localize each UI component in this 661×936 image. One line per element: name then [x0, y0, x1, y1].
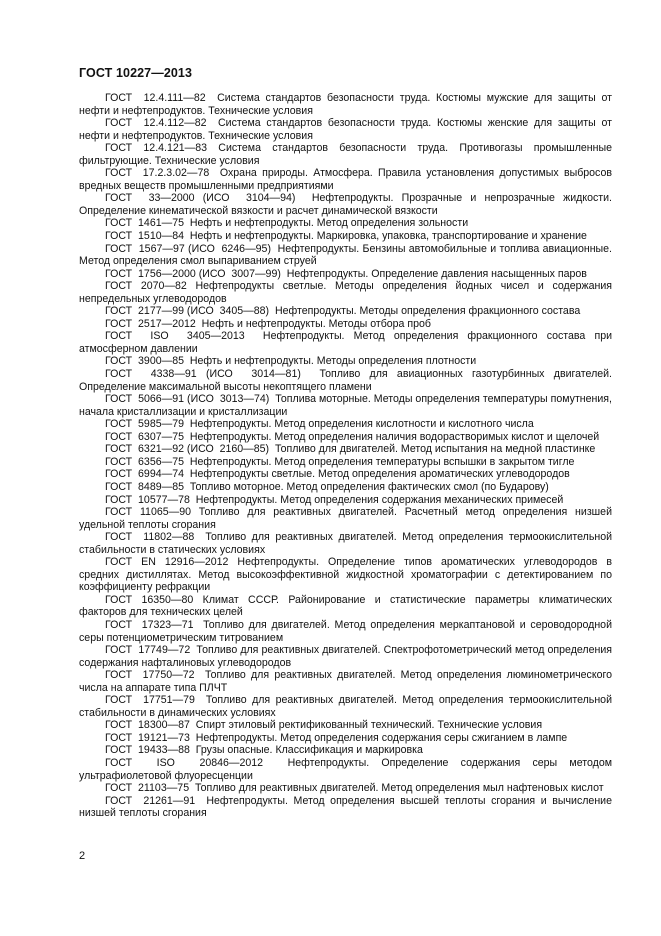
- reference-entry: ГОСТ 12.4.112—82 Система стандартов безопасности труда. Костюмы женские для защиты от нефти и нефтепродуктов. Технические условия: [79, 117, 615, 142]
- reference-entry: ГОСТ EN 12916—2012 Нефтепродукты. Определение типов ароматических углеводородов в средних дистиллятах. Метод высокоэффективной жидкостной хроматографии с детектированием по коэффициенту рефракции: [79, 556, 615, 594]
- reference-entry: ГОСТ 12.4.121—83 Система стандартов безопасности труда. Противогазы промышленные фильтрующие. Технические условия: [79, 142, 615, 167]
- reference-entry: ГОСТ 8489—85 Топливо моторное. Метод определения фактических смол (по Бударову): [105, 480, 549, 493]
- reference-entry: ГОСТ 2070—82 Нефтепродукты светлые. Методы определения йодных чисел и содержания непредельных углеводородов: [79, 280, 615, 305]
- reference-list: [79, 92, 615, 820]
- reference-entry: ГОСТ 18300—87 Спирт этиловый ректификованный технический. Технические условия: [105, 719, 543, 732]
- reference-entry: ГОСТ 2517—2012 Нефть и нефтепродукты. Методы отбора проб: [105, 317, 431, 330]
- reference-entry: ГОСТ 5985—79 Нефтепродукты. Метод определения кислотности и кислотного числа: [105, 418, 534, 431]
- reference-entry: ГОСТ 17749—72 Топливо для реактивных двигателей. Спектрофотометрический метод определения содержания нафталиновых углеводородов: [79, 644, 615, 669]
- reference-entry: ГОСТ 17751—79 Топливо для реактивных двигателей. Метод определения термоокислительной стабильности в динамических условиях: [79, 694, 615, 719]
- reference-entry: ГОСТ 17750—72 Топливо для реактивных двигателей. Метод определения люминометрического числа на аппарате типа ПЛЧТ: [79, 669, 615, 694]
- reference-entry: ГОСТ 19121—73 Нефтепродукты. Метод определения содержания серы сжиганием в лампе: [105, 731, 568, 744]
- reference-entry: ГОСТ 1567—97 (ИСО 6246—95) Нефтепродукты. Бензины автомобильные и топлива авиационные. Метод определения смол выпариванием струей: [79, 242, 615, 268]
- reference-entry: ГОСТ 10577—78 Нефтепродукты. Метод определения содержания механических примесей: [105, 493, 564, 506]
- reference-entry: ГОСТ 33—2000 (ИСО 3104—94) Нефтепродукты. Прозрачные и непрозрачные жидкости. Определение кинематической вязкости и расчет динамической вязкости: [79, 192, 615, 217]
- page-number: 2: [79, 850, 86, 862]
- reference-entry: ГОСТ 19433—88 Грузы опасные. Классификация и маркировка: [105, 744, 423, 757]
- reference-entry: ГОСТ 6356—75 Нефтепродукты. Метод определения температуры вспышки в закрытом тигле: [105, 455, 575, 468]
- reference-entry: ГОСТ 6321—92 (ИСО 2160—85) Топливо для двигателей. Метод испытания на медной пластинке: [105, 443, 596, 456]
- reference-entry: ГОСТ 6994—74 Нефтепродукты светлые. Метод определения ароматических углеводородов: [105, 468, 570, 481]
- reference-entry: ГОСТ 11802—88 Топливо для реактивных двигателей. Метод определения термоокислительной стабильности в статических условиях: [79, 531, 615, 556]
- reference-entry: ГОСТ ISO 3405—2013 Нефтепродукты. Метод определения фракционного состава при атмосферном давлении: [79, 330, 615, 355]
- reference-entry: ГОСТ 12.4.111—82 Система стандартов безопасности труда. Костюмы мужские для защиты от нефти и нефтепродуктов. Технические условия: [79, 92, 615, 117]
- reference-entry: ГОСТ 17323—71 Топливо для двигателей. Метод определения меркаптановой и сероводородной серы потенциометрическим титрованием: [79, 618, 615, 644]
- reference-entry: ГОСТ 21103—75 Топливо для реактивных двигателей. Метод определения мыл нафтеновых кислот: [105, 782, 604, 795]
- reference-entry: ГОСТ 1461—75 Нефть и нефтепродукты. Метод определения зольности: [105, 217, 469, 230]
- reference-entry: ГОСТ 1510—84 Нефть и нефтепродукты. Маркировка, упаковка, транспортирование и хранение: [105, 230, 587, 243]
- reference-entry: ГОСТ 11065—90 Топливо для реактивных двигателей. Расчетный метод определения низшей удельной теплоты сгорания: [79, 506, 615, 531]
- reference-entry: ГОСТ 3900—85 Нефть и нефтепродукты. Методы определения плотности: [105, 355, 477, 368]
- reference-entry: ГОСТ 1756—2000 (ИСО 3007—99) Нефтепродукты. Определение давления насыщенных паров: [105, 267, 587, 280]
- reference-entry: ГОСТ 4338—91 (ИСО 3014—81) Топливо для авиационных газотурбинных двигателей. Определение максимальной высоты некоптящего пламени: [79, 368, 615, 393]
- reference-entry: ГОСТ 6307—75 Нефтепродукты. Метод определения наличия водорастворимых кислот и щелочей: [105, 430, 600, 443]
- reference-entry: ГОСТ 17.2.3.02—78 Охрана природы. Атмосфера. Правила установления допустимых выбросов вредных веществ промышленными предприятиями: [79, 167, 615, 192]
- reference-entry: ГОСТ 16350—80 Климат СССР. Районирование и статистические параметры климатических факторов для технических целей: [79, 593, 615, 619]
- page-header-title: ГОСТ 10227—2013: [79, 66, 193, 80]
- reference-entry: ГОСТ ISO 20846—2012 Нефтепродукты. Определение содержания серы методом ультрафиолетовой флуоресценции: [79, 756, 615, 782]
- reference-entry: ГОСТ 2177—99 (ИСО 3405—88) Нефтепродукты. Методы определения фракционного состава: [105, 305, 581, 318]
- reference-entry: ГОСТ 21261—91 Нефтепродукты. Метод определения высшей теплоты сгорания и вычисление низшей теплоты сгорания: [79, 794, 615, 820]
- reference-entry: ГОСТ 5066—91 (ИСО 3013—74) Топлива моторные. Методы определения температуры помутнения, начала кристаллизации и кристаллизации: [79, 393, 615, 418]
